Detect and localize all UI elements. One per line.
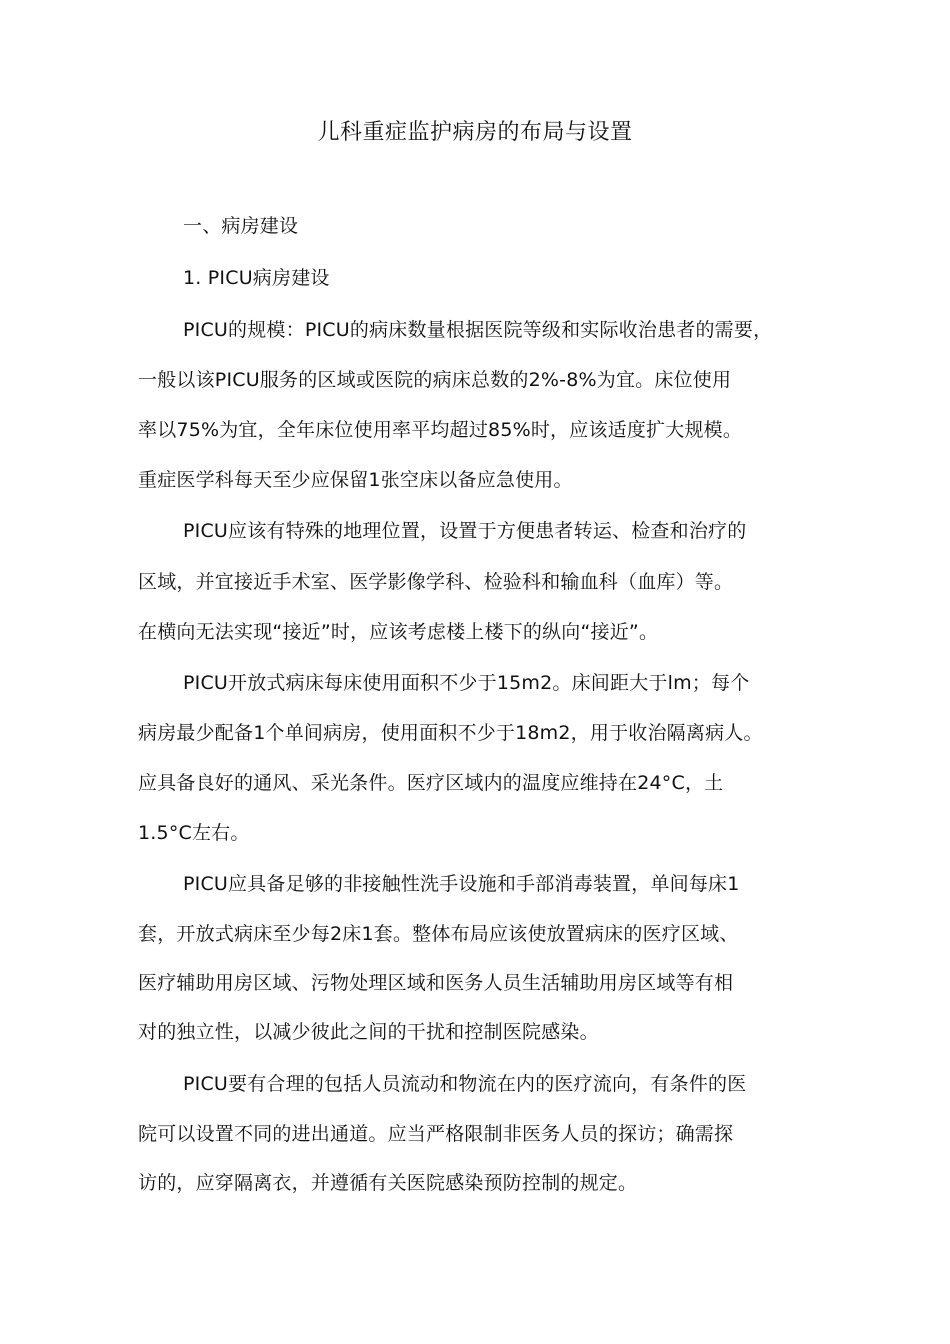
- paragraph-5-line-3: 访的，应穿隔离衣，并遵循有关医院感染预防控制的规定。: [138, 1172, 638, 1194]
- subsection-heading: 1. PICU病房建设: [183, 267, 330, 289]
- paragraph-3-line-1: PICU开放式病床每床使用面积不少于15m2。床间距大于lm；每个: [183, 672, 750, 694]
- paragraph-4-line-1: PICU应具备足够的非接触性洗手设施和手部消毒装置，单间每床1: [183, 873, 740, 895]
- paragraph-3-line-2: 病房最少配备1个单间病房，使用面积不少于18m2，用于收治隔离病人。: [138, 722, 763, 744]
- paragraph-1-line-3: 率以75%为宜，全年床位使用率平均超过85%时，应该适度扩大规模。: [138, 419, 743, 441]
- document-title: 儿科重症监护病房的布局与设置: [317, 120, 633, 145]
- paragraph-4-line-4: 对的独立性，以减少彼此之间的干扰和控制医院感染。: [138, 1021, 599, 1043]
- paragraph-5-line-2: 院可以设置不同的进出通道。应当严格限制非医务人员的探访；确需探: [138, 1123, 734, 1145]
- paragraph-4-line-2: 套，开放式病床至少每2床1套。整体布局应该使放置病床的医疗区域、: [138, 923, 739, 945]
- paragraph-2-line-2: 区域，并宜接近手术室、医学影像学科、检验科和输血科（血库）等。: [138, 571, 734, 593]
- paragraph-1-line-2: 一般以该PICU服务的区域或医院的病床总数的2%-8%为宜。床位使用: [138, 369, 732, 391]
- paragraph-3-line-3: 应具备良好的通风、采光条件。医疗区域内的温度应维持在24°C，土: [138, 772, 724, 794]
- paragraph-3-line-4: 1.5°C左右。: [138, 822, 250, 844]
- paragraph-4-line-3: 医疗辅助用房区域、污物处理区域和医务人员生活辅助用房区域等有相: [138, 972, 734, 994]
- paragraph-5-line-1: PICU要有合理的包括人员流动和物流在内的医疗流向，有条件的医: [183, 1073, 747, 1095]
- paragraph-1-line-1: PICU的规模：PICU的病床数量根据医院等级和实际收治患者的需要，: [183, 319, 773, 341]
- paragraph-1-line-4: 重症医学科每天至少应保留1张空床以备应急使用。: [138, 469, 573, 491]
- section-heading: 一、病房建设: [183, 215, 299, 237]
- paragraph-2-line-1: PICU应该有特殊的地理位置，设置于方便患者转运、检查和治疗的: [183, 520, 747, 542]
- paragraph-2-line-3: 在横向无法实现“接近”时，应该考虑楼上楼下的纵向“接近”。: [138, 621, 659, 643]
